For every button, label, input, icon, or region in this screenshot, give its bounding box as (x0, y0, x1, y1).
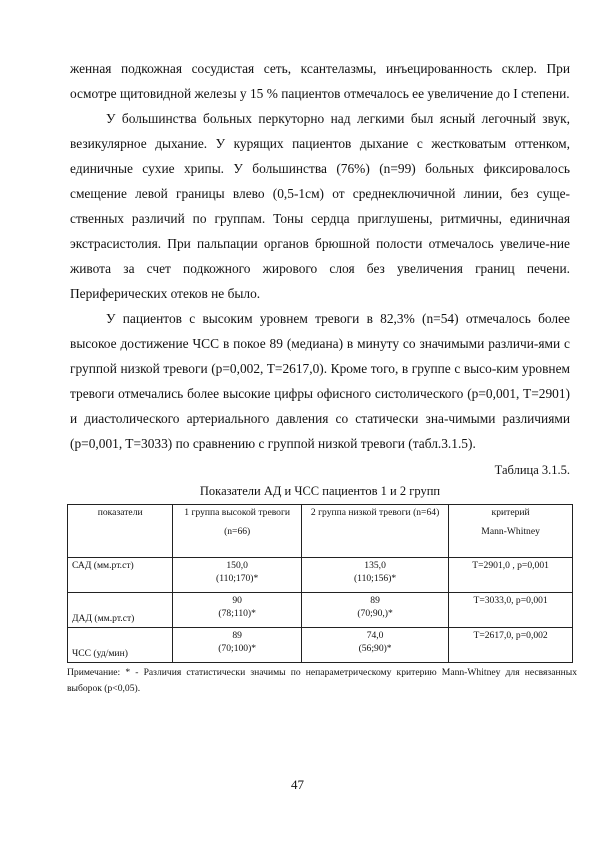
cell-value: 89 (370, 595, 380, 606)
cell-range: (110;156)* (353, 572, 397, 584)
paragraph-2: У большинства больных перкуторно над легкими был ясный легочный звук, везикулярное дыхание. У курящих пациентов дыхание с жестковатым оттенком, единичные сухие хрипы. У большинства (76%) (n=99) больных фиксировалось смещение левой границы влево (0,5-1см) от среднеключичной линии, без суще-ственных различий по группам. Тоны сердца приглушены, ритмичны, единичная экстрасистолия. При пальпации органов брюшной полости отмечалось увеличе-ние живота за счет подкожного жирового слоя без увеличения границ печени. Периферических отеков не было. (70, 111, 570, 301)
header-criterion (449, 505, 573, 558)
row-label-dad: ДАД (мм.рт.ст) (68, 593, 173, 628)
page-number: 47 (291, 777, 304, 792)
cell-dad-criterion: T=3033,0, p=0,001 (449, 593, 573, 628)
cell-range: (56;90)* (358, 642, 392, 654)
header-group-1 (173, 505, 302, 558)
row-label-hr: ЧСС (уд/мин) (68, 628, 173, 663)
header-criterion-title: критерий (491, 507, 530, 518)
table-note: Примечание: * - Различия статистически значимы по непараметрическому критерию Mann-Whitney для несвязанных выборок (p<0,05). (67, 667, 577, 694)
table-row (68, 628, 573, 663)
cell-value: 89 (232, 630, 242, 641)
header-indicators: показатели (68, 505, 173, 558)
cell-dad-group-2 (301, 593, 448, 628)
page-content (67, 56, 577, 697)
paragraph-1: женная подкожная сосудистая сеть, ксантелазмы, инъецированность склер. При осмотре щитовидной железы у 15 % пациентов отмечалось ее увеличение до I степени. (70, 61, 570, 101)
cell-value: 150,0 (226, 560, 248, 571)
row-label-sad: САД (мм.рт.ст) (68, 558, 173, 593)
cell-dad-group-1 (173, 593, 302, 628)
cell-range: (78;110)* (218, 607, 256, 619)
cell-sad-group-1 (173, 558, 302, 593)
cell-value: 135,0 (364, 560, 386, 571)
table-row (68, 593, 573, 628)
header-group-1-n: (n=66) (224, 525, 251, 537)
data-table (67, 504, 573, 663)
cell-sad-criterion: T=2901,0 , p=0,001 (449, 558, 573, 593)
header-criterion-test: Mann-Whitney (481, 525, 540, 537)
table-label: Таблица 3.1.5. (494, 463, 570, 477)
header-group-2: 2 группа низкой тревоги (n=64) (301, 505, 448, 558)
cell-range: (70;90,)* (357, 607, 393, 619)
cell-range: (110;170)* (216, 572, 259, 584)
cell-value: 90 (232, 595, 242, 606)
cell-sad-group-2 (301, 558, 448, 593)
table-title: Показатели АД и ЧСС пациентов 1 и 2 групп (199, 484, 441, 498)
cell-value: 74,0 (366, 630, 384, 641)
table-header-row (68, 505, 573, 558)
paragraph-3: У пациентов с высоким уровнем тревоги в 82,3% (n=54) отмечалось более высокое достижение ЧСС в покое 89 (медиана) в минуту со значимыми различи-ями с группой низкой тревоги (p=0,002, T=2617,0). Кроме того, в группе с высо-ким уровнем тревоги отмечались более высокие цифры офисного систолического (p=0,001, T=2901) и диастолического артериального давления со статически зна-чимыми различиями (p=0,001, T=3033) по сравнению с группой низкой тревоги (табл.3.1.5). (70, 311, 570, 451)
cell-hr-group-1 (173, 628, 302, 663)
header-group-1-title: 1 группа высокой тревоги (184, 507, 291, 518)
cell-hr-group-2 (301, 628, 448, 663)
table-row (68, 558, 573, 593)
cell-range: (70;100)* (218, 642, 257, 654)
cell-hr-criterion: T=2617,0, p=0,002 (449, 628, 573, 663)
